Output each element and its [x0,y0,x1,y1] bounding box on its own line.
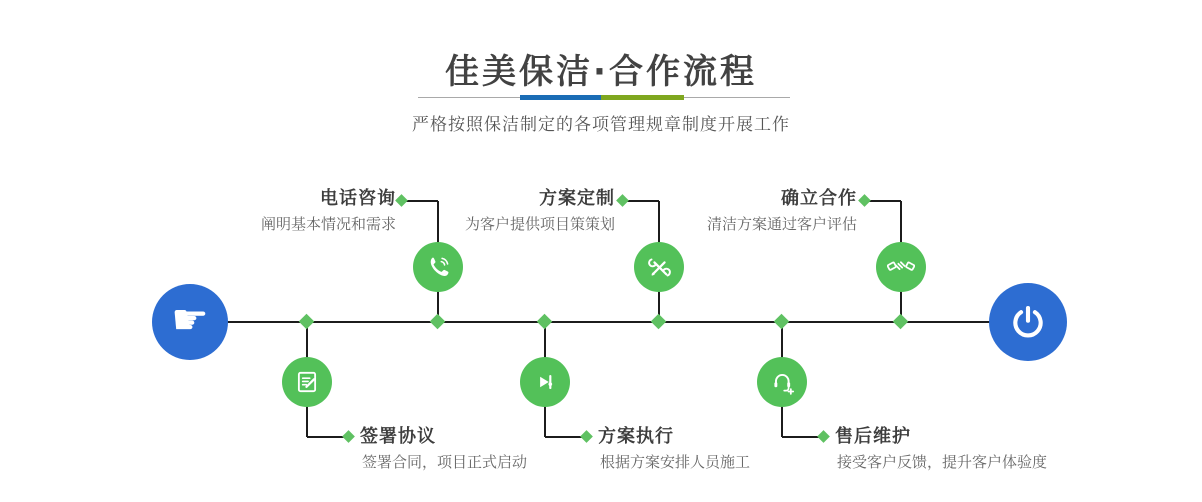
power-icon [1009,303,1047,341]
step-circle-aftersales [757,357,807,407]
pointing-hand-icon: ☛ [171,295,209,344]
step-circle-execute [520,357,570,407]
step-title: 方案定制 [539,188,615,209]
step-description: 为客户提供项目策策划 [464,215,615,233]
step-description: 阐明基本情况和需求 [260,215,396,233]
label-diamond [395,194,408,207]
title-divider-blue-segment [520,95,601,100]
step-description: 接受客户反馈，提升客户体验度 [837,453,1048,471]
title-divider-green-segment [601,95,684,100]
step-label-phone [261,188,396,234]
timeline-node-diamond [430,314,446,330]
timeline-end-node [989,283,1067,361]
handshake-icon [887,253,915,281]
timeline-node-diamond [537,314,553,330]
page-title: 佳美保洁·合作流程 [445,52,757,92]
timeline-node-diamond [893,314,909,330]
timeline-start-node [152,284,228,360]
timeline-node-diamond [651,314,667,330]
label-diamond [858,194,871,207]
step-description: 根据方案安排人员施工 [600,453,751,471]
customer-service-icon [769,369,796,396]
step-label-aftersales [835,426,1047,472]
step-circle-design [634,242,684,292]
phone-icon [425,254,452,281]
design-tools-icon [646,254,673,281]
step-title: 方案执行 [598,426,674,447]
label-diamond [580,430,593,443]
step-title: 售后维护 [835,426,911,447]
step-circle-phone [413,242,463,292]
label-diamond [817,430,830,443]
step-label-execute [598,426,750,472]
step-description: 清洁方案通过客户评估 [706,215,857,233]
timeline-node-diamond [299,314,315,330]
step-label-sign [360,426,527,472]
step-description: 签署合同，项目正式启动 [362,453,528,471]
label-diamond [342,430,355,443]
label-diamond [616,194,629,207]
document-sign-icon [294,369,320,395]
page-subtitle: 严格按照保洁制定的各项管理规章制度开展工作 [412,115,790,135]
step-title: 电话咨询 [320,188,396,209]
timeline-node-diamond [774,314,790,330]
step-title: 签署协议 [360,426,436,447]
step-title: 确立合作 [781,188,857,209]
step-label-design [465,188,615,234]
step-circle-sign [282,357,332,407]
step-forward-icon [532,369,558,395]
step-label-cooperate [707,188,857,234]
step-circle-cooperate [876,242,926,292]
